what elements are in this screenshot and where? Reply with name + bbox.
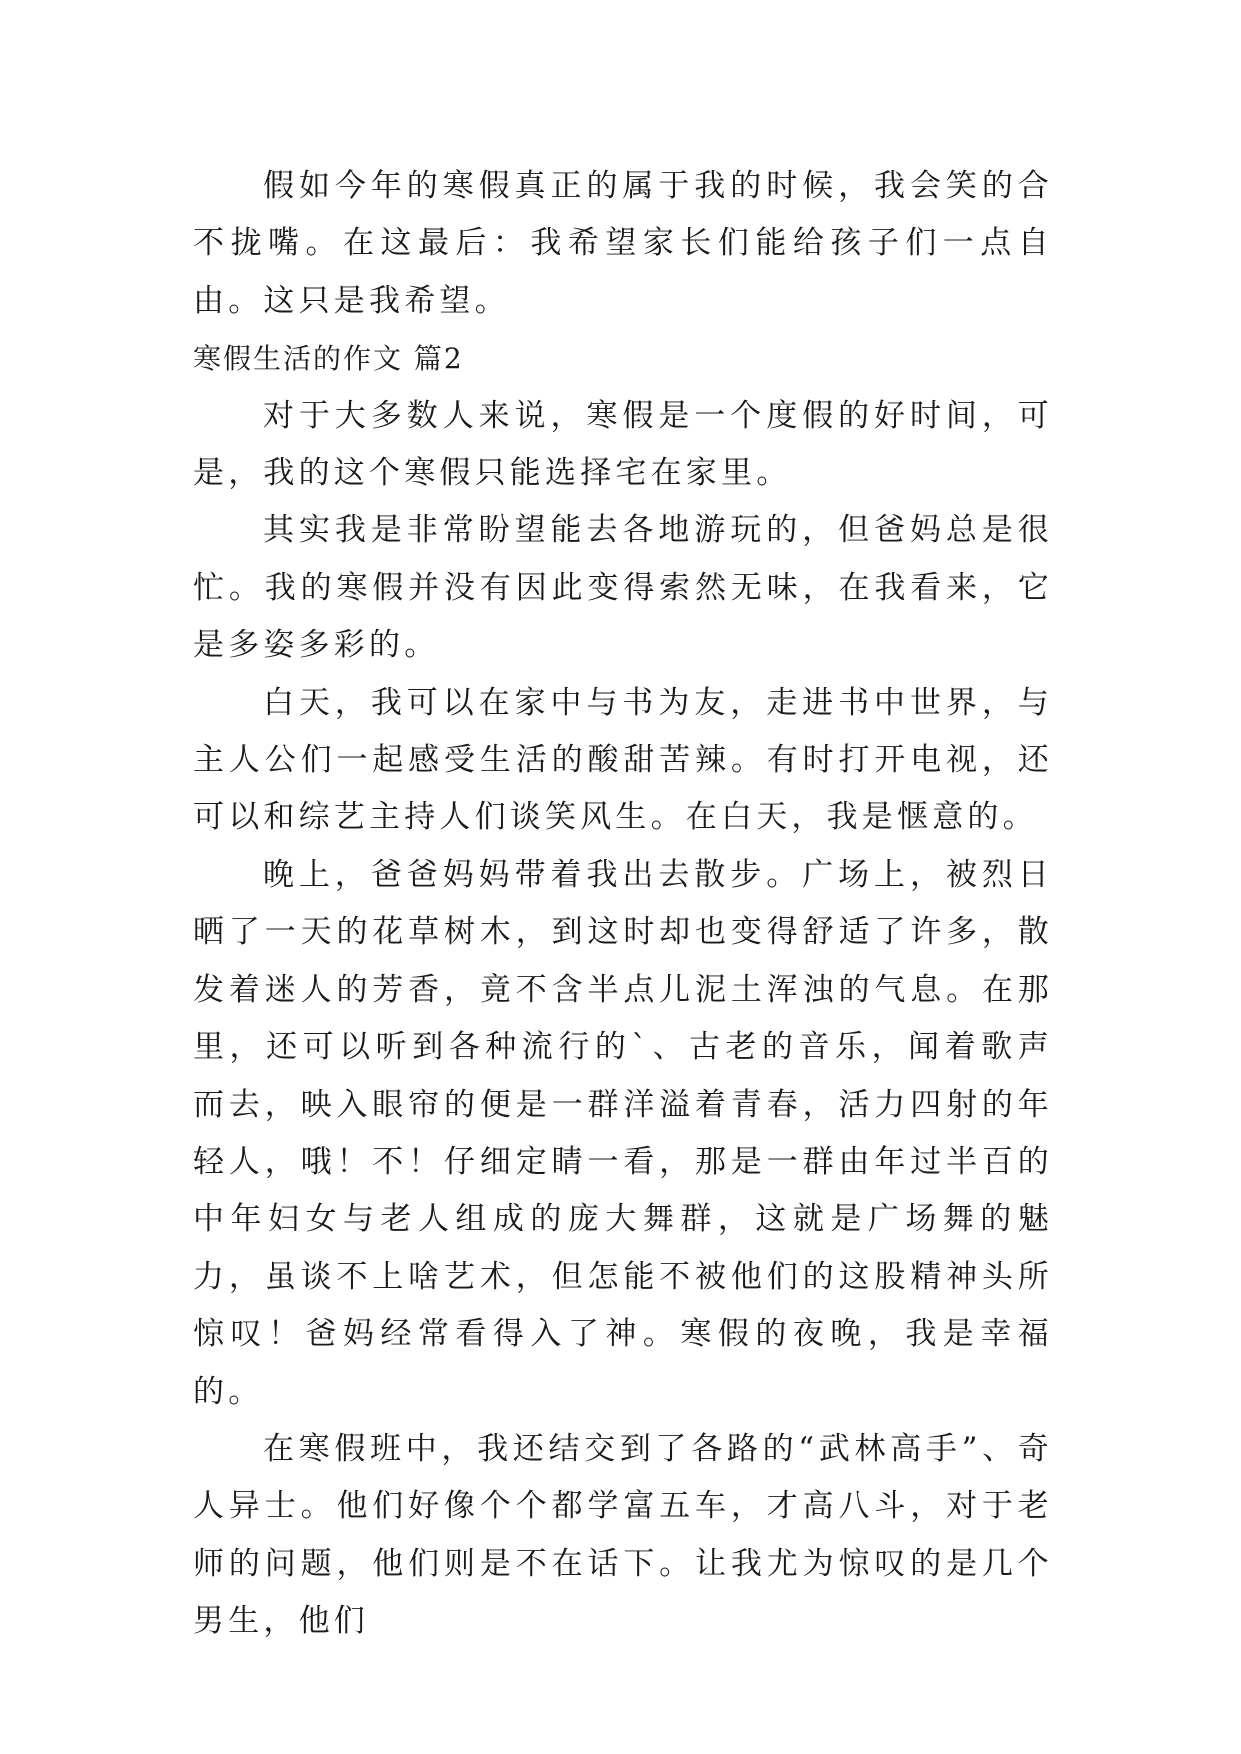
- paragraph-3: 白天，我可以在家中与书为友，走进书中世界，与主人公们一起感受生活的酸甜苦辣。有时打开电视，还可以和综艺主持人们谈笑风生。在白天，我是惬意的。: [193, 684, 1053, 836]
- paragraph-4: 晚上，爸爸妈妈带着我出去散步。广场上，被烈日晒了一天的花草树木，到这时却也变得舒适了许多，散发着迷人的芳香，竟不含半点儿泥土浑浊的气息。在那里，还可以听到各种流行的`、古老的音乐，闻着歌声而去，映入眼帘的便是一群洋溢着青春，活力四射的年轻人，哦！不！仔细定睛一看，那是一群由年过半百的中年妇女与老人组成的庞大舞群，这就是广场舞的魅力，虽谈不上啥艺术，但怎能不被他们的这股精神头所惊叹！爸妈经常看得入了神。寒假的夜晚，我是幸福的。: [193, 856, 1053, 1410]
- document-body: [193, 158, 1053, 1651]
- paragraph-intro-ending: 假如今年的寒假真正的属于我的时候，我会笑的合不拢嘴。在这最后：我希望家长们能给孩子们一点自由。这只是我希望。: [193, 168, 1053, 319]
- section-heading: 寒假生活的作文 篇2: [193, 342, 464, 376]
- paragraph-1: 对于大多数人来说，寒假是一个度假的好时间，可是，我的这个寒假只能选择宅在家里。: [193, 397, 1053, 492]
- paragraph-5: 在寒假班中，我还结交到了各路的“武林高手”、奇人异士。他们好像个个都学富五车，才高八斗，对于老师的问题，他们则是不在话下。让我尤为惊叹的是几个男生，他们: [193, 1430, 1053, 1640]
- paragraph-2: 其实我是非常盼望能去各地游玩的，但爸妈总是很忙。我的寒假并没有因此变得索然无味，在我看来，它是多姿多彩的。: [193, 512, 1053, 664]
